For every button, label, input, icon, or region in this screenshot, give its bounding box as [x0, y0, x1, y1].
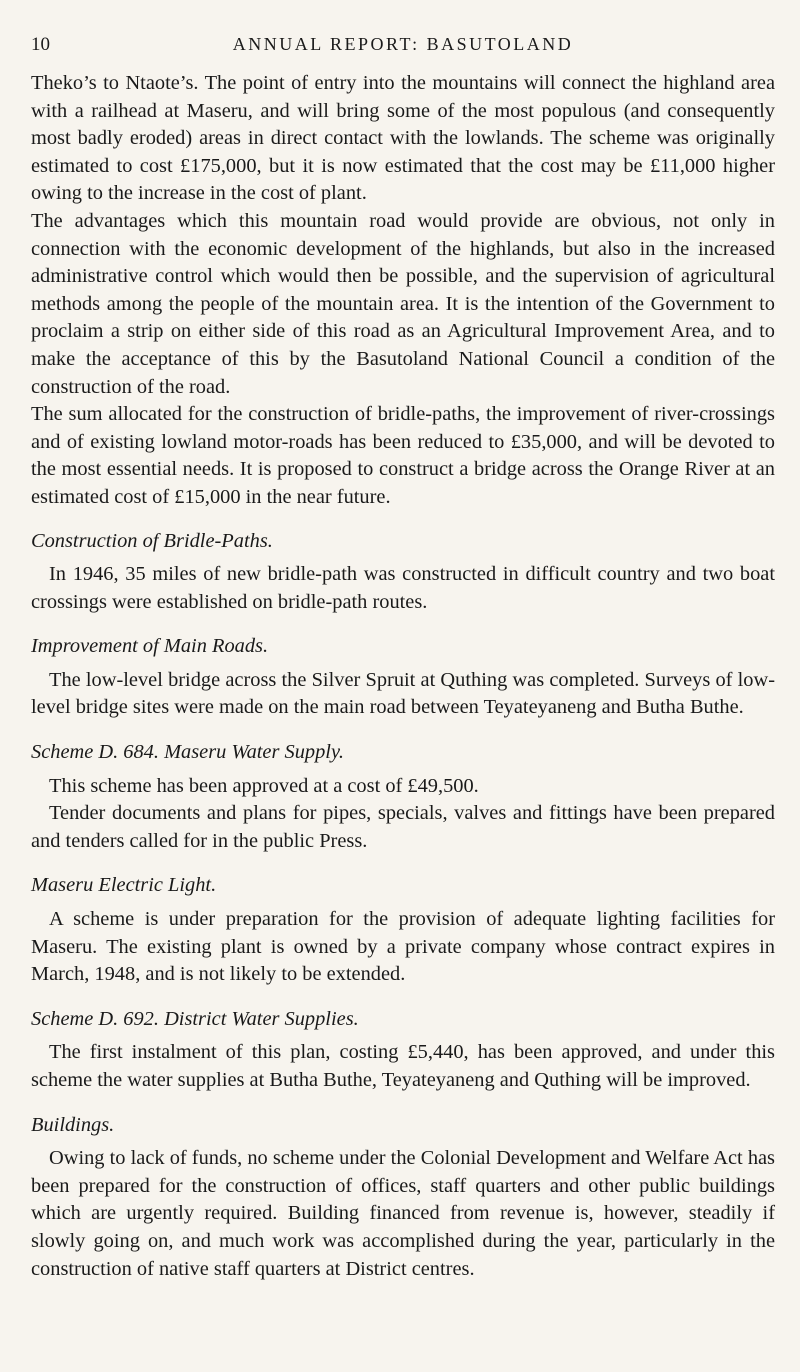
document-page: [31, 30, 775, 1283]
paragraph-road-entry: Theko’s to Ntaote’s. The point of entry into the mountains will connect the highland area with a railhead at Maseru, and will bring some of the most populous (and consequently most badly eroded) areas in direct contact with the lowlands. The scheme was originally estimated to cost £175,000, but it is now estimated that the cost may be £11,000 higher owing to the increase in the cost of plant.: [31, 72, 775, 205]
section-heading-buildings: Buildings.: [31, 1113, 115, 1136]
section-body-electric-light: A scheme is under preparation for the provision of adequate lighting facilities for Maseru. The existing plant is owned by a private company whose contract expires in March, 1948, and is not likely to be extended.: [31, 908, 775, 986]
section-body-buildings: Owing to lack of funds, no scheme under the Colonial Development and Welfare Act has been prepared for the construction of offices, staff quarters and other public buildings which are urgently required. Building financed from revenue is, however, steadily if slowly going on, and much work was accomplished during the year, particularly in the construction of native staff quarters at District centres.: [31, 1147, 775, 1280]
page-number: 10: [31, 34, 50, 55]
running-header: [31, 30, 775, 60]
section-heading-district-water: Scheme D. 692. District Water Supplies.: [31, 1007, 359, 1030]
section-heading-electric-light: Maseru Electric Light.: [31, 874, 217, 897]
section-heading-maseru-water: Scheme D. 684. Maseru Water Supply.: [31, 741, 344, 764]
section-body-district-water: The first instalment of this plan, costing £5,440, has been approved, and under this scheme the water supplies at Butha Buthe, Teyateyaneng and Quthing will be improved.: [31, 1041, 775, 1091]
header-title: ANNUAL REPORT: BASUTOLAND: [232, 34, 574, 54]
section-body-maseru-water-tenders: Tender documents and plans for pipes, specials, valves and fittings have been prepared and tenders called for in the public Press.: [31, 802, 775, 852]
section-heading-bridle-paths: Construction of Bridle-Paths.: [31, 529, 273, 552]
section-body-maseru-water-cost: This scheme has been approved at a cost of £49,500.: [49, 774, 479, 797]
paragraph-bridle-paths-sum: The sum allocated for the construction of bridle-paths, the improvement of river-crossings and of existing lowland motor-roads has been reduced to £35,000, and will be devoted to the most essential needs. It is proposed to construct a bridge across the Orange River at an estimated cost of £15,000 in the near future.: [31, 403, 775, 508]
section-body-bridle-paths: In 1946, 35 miles of new bridle-path was constructed in difficult country and two boat crossings were established on bridle-path routes.: [31, 563, 775, 613]
section-heading-main-roads: Improvement of Main Roads.: [31, 635, 269, 658]
paragraph-road-advantages: The advantages which this mountain road would provide are obvious, not only in connection with the economic development of the highlands, but also in the increased administrative control which would then be possible, and the supervision of agricultural methods among the people of the mountain area. It is the intention of the Government to proclaim a strip on either side of this road as an Agricultural Improvement Area, and to make the acceptance of this by the Basutoland National Council a condition of the construction of the road.: [31, 209, 775, 398]
section-body-main-roads: The low-level bridge across the Silver Spruit at Quthing was completed. Surveys of low-level bridge sites were made on the main road between Teyateyaneng and Butha Buthe.: [31, 668, 775, 719]
